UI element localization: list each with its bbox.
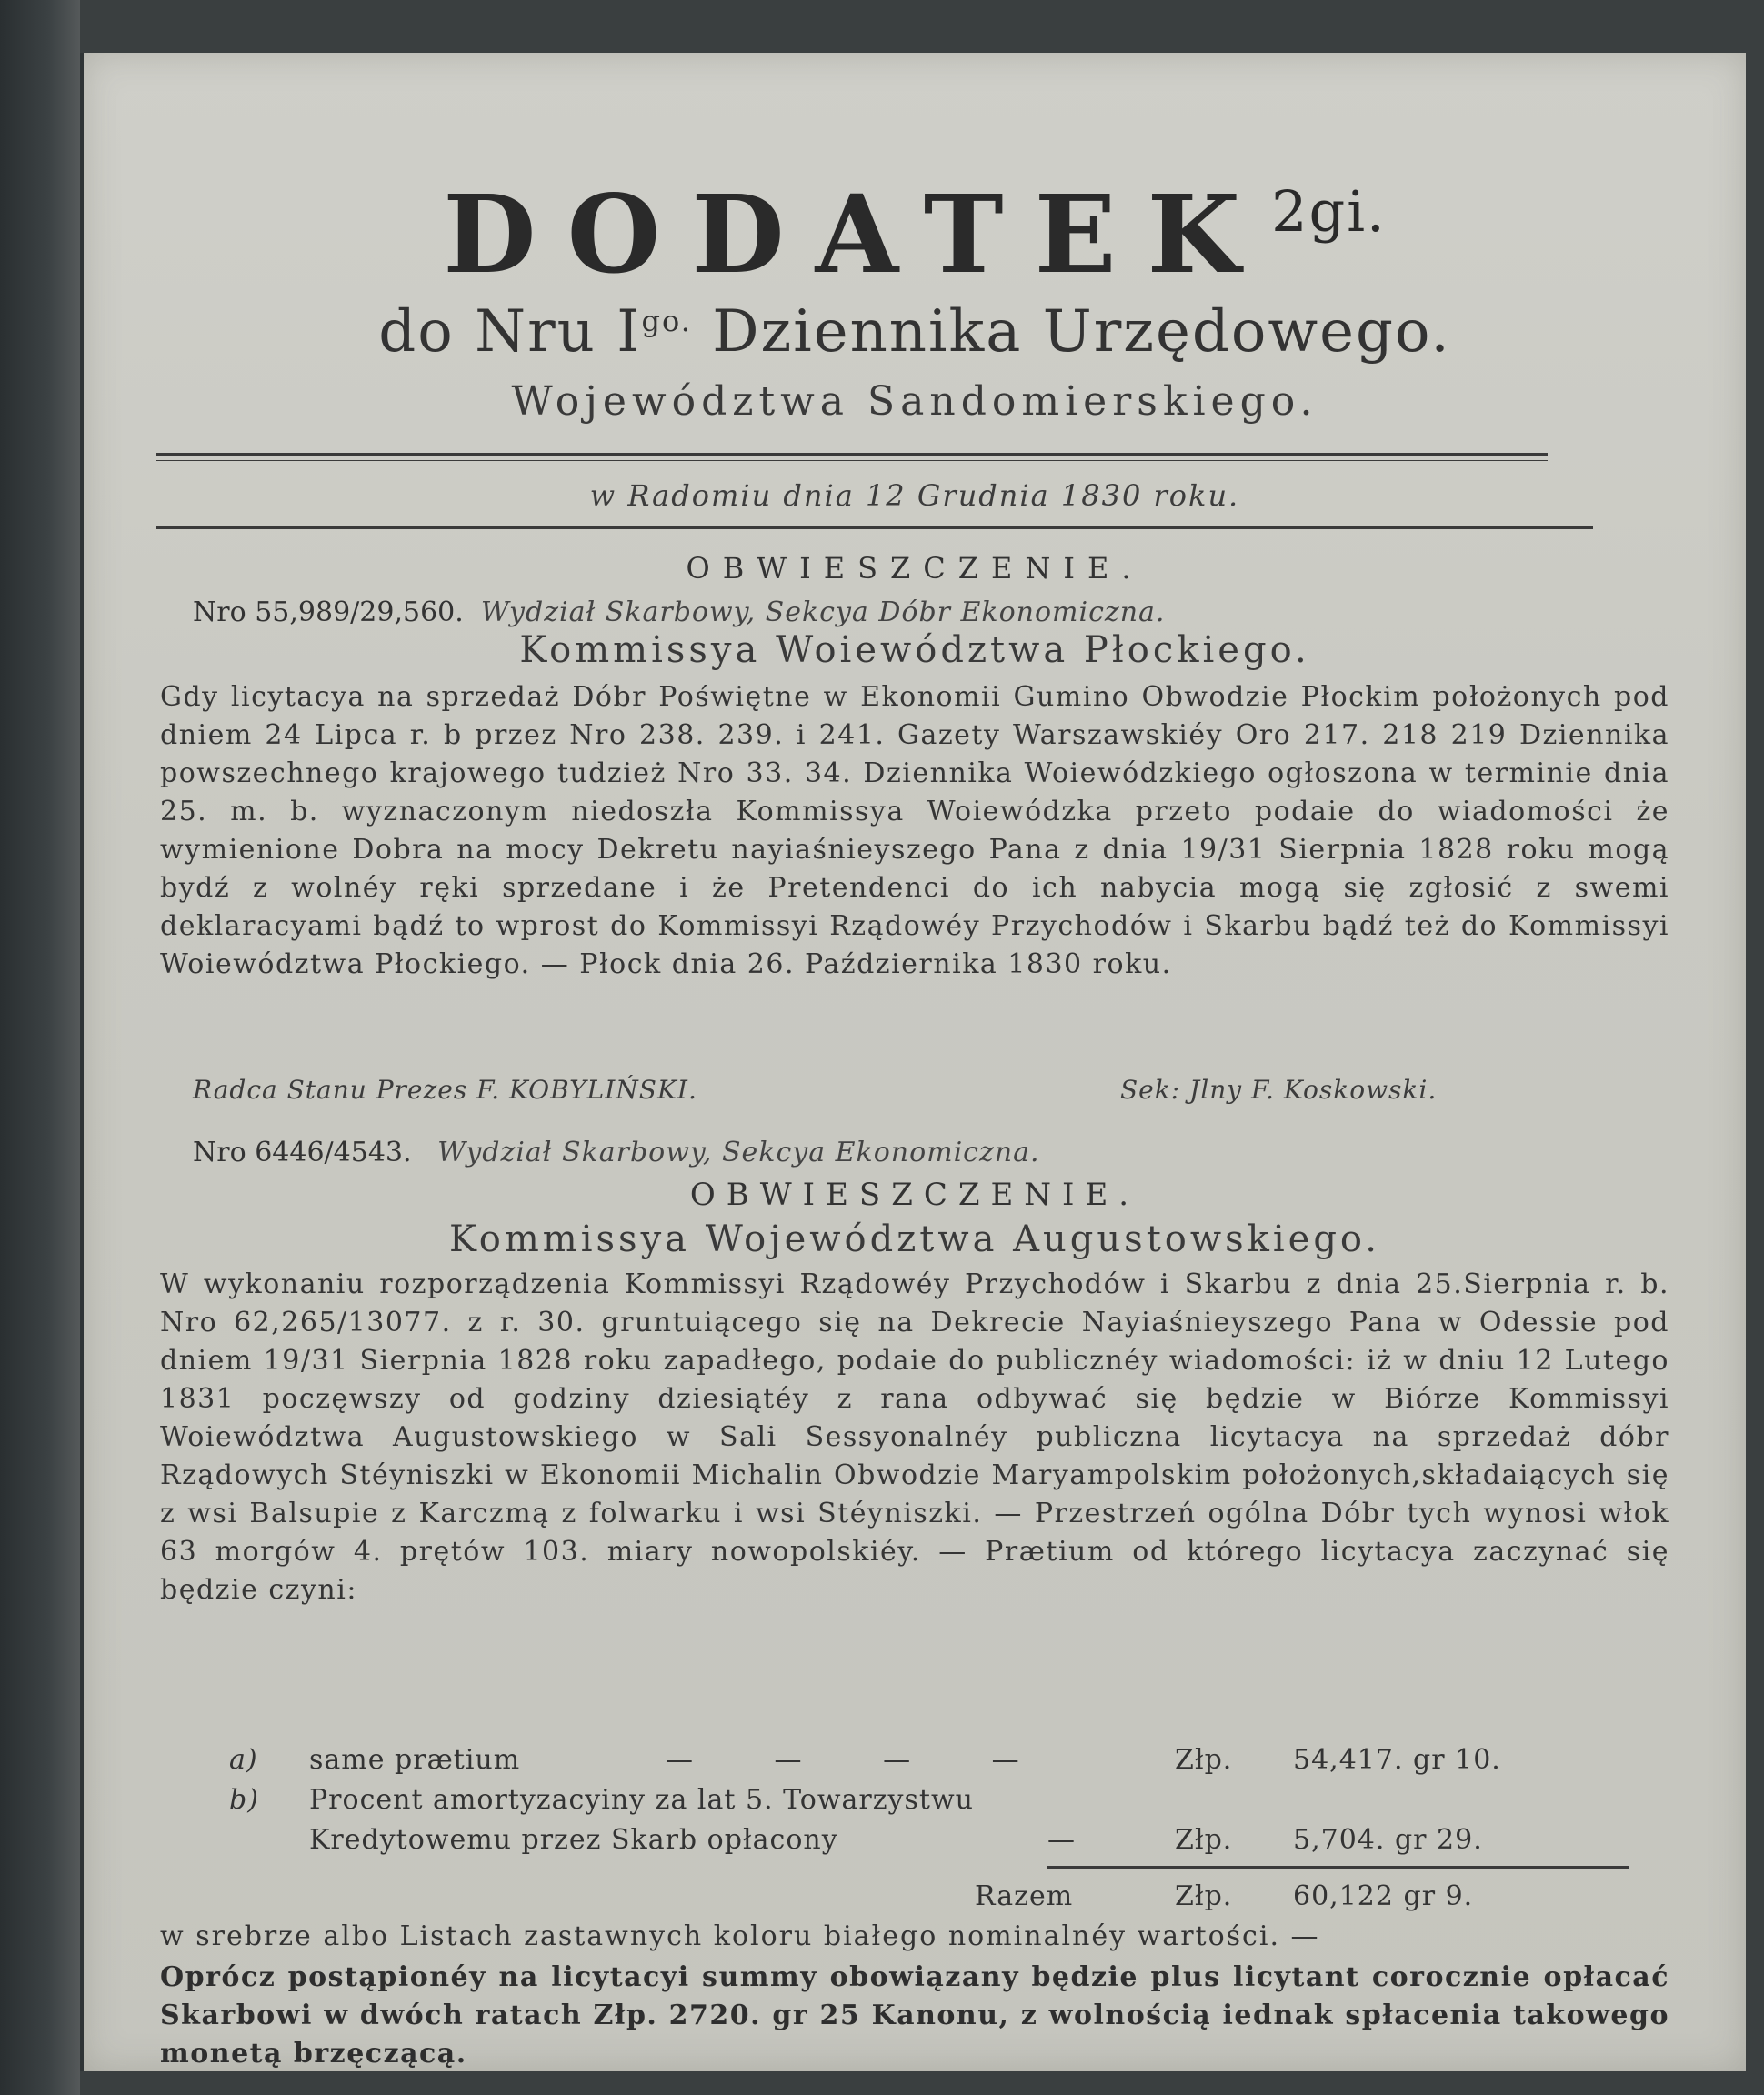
notice1-ref-number: Nro 55,989/29,560. <box>193 596 464 628</box>
notice1-body: Gdy licytacya na sprzedaż Dóbr Poświętne w Ekonomii Gumino Obwodzie Płockim położonych pod dniem 24 Lipca r. b przez Nro 238. 239. i 241. Gazety Warszawskiéy Oro 217. 218 219 Dziennika powszechnego krajowego tudzież Nro 33. 34. Dziennika Woiewódzkiego ogłoszona w terminie dnia 25. m. b. wyznaczonym niedoszła Kommissya Woiewódzka przeto podaie do wiadomości że wymienione Dobra na mocy Dekretu nayiaśnieyszego Pana z dnia 19/31 Sierpnia 1828 roku mogą bydź z wolnéy ręki sprzedane i że Pretendenci do ich nabycia mogą się zgłosić z swemi deklaracyami bądź to wprost do Kommissyi Rządowéy Przychodów i Skarbu bądź też do Kommissyi Woiewództwa Płockiego. — Płock dnia 26. Października 1830 roku. <box>160 681 1669 980</box>
masthead-rule-thin <box>156 460 1548 461</box>
payment-note: w srebrze albo Listach zastawnych koloru białego nominalnéy wartości. — <box>160 1920 1320 1952</box>
sum-rule <box>1047 1866 1629 1869</box>
document-title <box>84 171 1746 297</box>
notice1-department: Wydział Skarbowy, Sekcya Dóbr Ekonomiczna. <box>480 596 1166 628</box>
price-row-b-key: b) <box>229 1784 259 1816</box>
notice1-signature-left: Radca Stanu Prezes F. KOBYLIŃSKI. <box>193 1075 697 1105</box>
title-suffix: 2gi. <box>1271 178 1387 245</box>
notice1-reference <box>193 596 1165 628</box>
scan-left-edge <box>0 0 80 2095</box>
price-row-a-label: same prætium <box>309 1744 521 1776</box>
total-label: Razem <box>975 1880 1074 1912</box>
region-line: Województwa Sandomierskiego. <box>511 378 1318 425</box>
dateline-rule <box>156 526 1593 529</box>
total-amount: 60,122 gr 9. <box>1293 1880 1474 1912</box>
notice1-signature-right: Sek: Jlny F. Koskowski. <box>1120 1075 1438 1105</box>
price-row-b-label: Procent amortyzacyiny za lat 5. Towarzystwu <box>309 1784 974 1816</box>
price-row-b-cont-label: Kredytowemu przez Skarb opłacony <box>309 1824 838 1856</box>
price-row-a-amount: 54,417. gr 10. <box>1293 1744 1501 1776</box>
price-row-b-dashes: — <box>1047 1824 1076 1856</box>
price-row-b <box>229 1784 259 1816</box>
price-row-a-key: a) <box>229 1744 258 1776</box>
price-row-b-amount: 5,704. gr 29. <box>1293 1824 1483 1856</box>
total-currency: Złp. <box>1175 1880 1233 1912</box>
subtitle-pre: do Nru I <box>378 298 642 366</box>
subtitle-superscript: go. <box>641 304 692 338</box>
notice2-commission: Kommissya Województwa Augustowskiego. <box>448 1218 1381 1260</box>
notice2-body: W wykonaniu rozporządzenia Kommissyi Rządowéy Przychodów i Skarbu z dnia 25.Sierpnia r. b. Nro 62,265/13077. z r. 30. gruntuiącego się na Dekrecie Nayiaśnieyszego Pana w Odessie pod dniem 19/31 Sierpnia 1828 roku zapadłego, podaie do publicznéy wiadomości: iż w dniu 12 Lutego 1831 poczęwszy od godziny dziesiątéy z rana odbywać się będzie w Biórze Kommissyi Woiewództwa Augustowskiego w Sali Sessyonalnéy publiczna licytacya na sprzedaż dóbr Rządowych Stéyniszki w Ekonomii Michalin Obwodzie Maryampolskim położonych,składaiących się z wsi Balsupie z Karczmą z folwarku i wsi Stéyniszki. — Przestrzeń ogólna Dóbr tych wynosi włok 63 morgów 4. prętów 103. miary nowopolskiéy. — Prætium od którego licytacya zaczynać się będzie czyni: <box>160 1268 1669 1606</box>
notice2-department: Wydział Skarbowy, Sekcya Ekonomiczna. <box>437 1137 1040 1168</box>
price-row-a <box>229 1744 258 1776</box>
subtitle-post: Dziennika Urzędowego. <box>712 298 1451 366</box>
document-page <box>80 53 1746 2071</box>
notice1-commission: Kommissya Woiewództwa Płockiego. <box>519 629 1310 671</box>
masthead-rule-thick <box>156 453 1548 456</box>
notice2-reference <box>193 1137 1040 1168</box>
notice1-heading: OBWIESZCZENIE. <box>686 551 1144 586</box>
dateline: w Radomiu dnia 12 Grudnia 1830 roku. <box>589 478 1240 513</box>
document-subtitle <box>84 298 1746 366</box>
closing-paragraph: Oprócz postąpionéy na licytacyi summy obowiązany będzie plus licytant corocznie opłacać Skarbowi w dwóch ratach Złp. 2720. gr 25 Kanonu, z wolnością iednak spłacenia takowego monetą brzęczącą. <box>160 1961 1669 2070</box>
notice2-ref-number: Nro 6446/4543. <box>193 1137 412 1168</box>
notice2-heading: OBWIESZCZENIE. <box>689 1177 1140 1213</box>
title-word: DODATEK <box>443 171 1272 297</box>
price-row-a-dashes: — — — — <box>666 1744 1056 1776</box>
price-row-b-currency: Złp. <box>1175 1824 1233 1856</box>
price-row-a-currency: Złp. <box>1175 1744 1233 1776</box>
